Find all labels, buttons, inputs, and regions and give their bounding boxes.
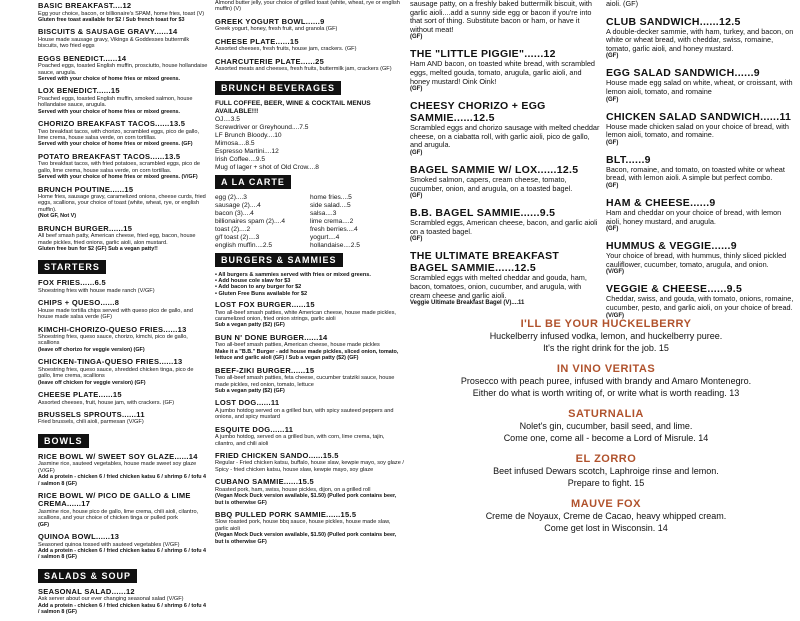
menu-item-title: CHORIZO BREAKFAST TACOS......13.5 <box>38 119 186 129</box>
menu-item-title: BLT......9 <box>606 153 651 166</box>
beverage-item: Irish Coffee....9.5 <box>215 155 266 163</box>
menu-item-title: BEEF-ZIKI BURGER......15 <box>215 365 315 375</box>
menu-item <box>38 55 208 83</box>
menu-item-title: CHICKEN-TINGA-QUESO FRIES......13 <box>38 357 183 367</box>
menu-item <box>606 283 796 319</box>
cocktail-tagline-text: Prepare to fight. <box>567 477 635 488</box>
menu-item-title: THE "LITTLE PIGGIE"......12 <box>410 48 556 61</box>
menu-item-title: B.B. BAGEL SAMMIE......9.5 <box>410 207 556 220</box>
menu-item-title: CUBANO SAMMIE......15.5 <box>215 477 314 487</box>
menu-item-desc: House made egg salad on white, wheat, or croissant, with lemon aioli, tomato, and romaine <box>606 78 793 96</box>
menu-item <box>215 399 405 420</box>
cocktail-tagline <box>420 433 792 445</box>
menu-item-note: (Vegan Mock Duck version available, $1.50) (Pulled pork contains beer, but is otherwise GF) <box>215 532 397 545</box>
menu-column-2 <box>215 0 405 550</box>
menu-item-note: (GF) <box>410 86 423 93</box>
menu-item-note: (GF) <box>606 139 619 146</box>
menu-item <box>215 0 405 13</box>
menu-item <box>38 186 208 220</box>
menu-item-desc: Almond butter jelly, your choice of grilled toast (white, wheat, rye or english muffin) (V) <box>215 0 400 13</box>
menu-item-desc: Ham AND bacon, on toasted white bread, with scrambled eggs, melted gouda, tomato, arugula, garlic aioli, and honey mustard! Oink Oink! <box>410 59 595 86</box>
menu-item-title: BRUNCH POUTINE......15 <box>38 184 134 194</box>
menu-item <box>410 100 600 157</box>
beverages-note: FULL COFFEE, BEER, WINE & COCKTAIL MENUS AVAILABLE!!! <box>215 99 371 115</box>
menu-item <box>215 38 405 53</box>
menu-item-note: Served with your choice of home fries or mixed greens. <box>38 108 180 115</box>
cocktail-name: IN VINO VERITAS <box>556 363 656 375</box>
cocktail-name: I'LL BE YOUR HUCKELBERRY <box>520 318 692 330</box>
menu-item-title: KIMCHI-CHORIZO-QUESO FRIES......13 <box>38 324 187 334</box>
menu-item <box>38 453 208 487</box>
menu-item-title: BASIC BREAKFAST....12 <box>38 1 132 10</box>
menu-item-desc: Home fries, sausage gravy, caramelized onions, cheese curds, fried eggs, scallions, your choice of toast (white, wheat, rye, or english muffin). <box>38 194 206 213</box>
menu-item-title: VEGGIE & CHEESE......9.5 <box>606 283 743 296</box>
menu-item-note: Served with your choice of home fries or mixed greens. (V/GF) <box>38 174 198 181</box>
menu-item-note: (leave off chorizo for veggie version) (GF) <box>38 346 145 353</box>
menu-item-title: RICE BOWL W/ SWEET SOY GLAZE......14 <box>38 451 198 461</box>
cocktail-tagline-text: Come get lost in Wisconsin. <box>544 522 658 533</box>
menu-item-desc: House made tortilla chips served with queso pico de gallo, and house made salsa verde (GF) <box>38 307 193 321</box>
a-la-carte-left <box>215 194 310 250</box>
menu-item <box>606 111 796 147</box>
menu-item-note: (GF) <box>410 34 423 41</box>
burgers-header: BURGERS & SAMMIES <box>215 253 343 267</box>
menu-item <box>215 426 405 447</box>
menu-item <box>38 391 208 406</box>
menu-item <box>606 240 796 276</box>
menu-column-4 <box>606 0 796 327</box>
menu-item-desc: sausage patty, on a freshly baked buttermilk biscuit, with garlic aioli....add a sunny side egg or bacon if you're into that sort of thing. Substitute bacon or ham, or have it without meat! <box>410 0 592 34</box>
menu-item <box>38 87 208 115</box>
beverages-list <box>215 116 405 172</box>
menu-item-title: CHICKEN SALAD SANDWICH......11 <box>606 110 792 123</box>
cocktail <box>420 453 792 489</box>
menu-item-desc: Poached eggs, toasted English muffin, prosciutto, house hollandaise sauce, arugula. <box>38 63 208 76</box>
menu-item-desc: Smoked salmon, capers, cream cheese, tomato, cucumber, onion, and arugula, on a toasted bagel. <box>410 174 573 193</box>
beverage-item: Screwdriver or Greyhound....7.5 <box>215 123 309 131</box>
brunch-list <box>38 2 208 252</box>
menu-item <box>215 301 405 329</box>
menu-item-note: Sub a vegan patty ($2) (GF) <box>215 322 285 329</box>
menu-item-note: Add a protein - chicken 6 / fried chicken katsu 6 / shrimp 6 / tofu 4 / salmon 8 (GF) <box>38 602 207 616</box>
menu-item-desc: Two all-beef smash patties, feta cheese, cucumber tzatziki sauce, house made pickles, red onion, tomato, lettuce <box>215 375 395 388</box>
menu-item <box>38 358 208 386</box>
cocktail-desc: Nolet's gin, cucumber, basil seed, and lime. <box>519 421 693 431</box>
menu-item-title: BRUSSELS SPROUTS......11 <box>38 409 145 419</box>
sandwiches-list <box>606 0 796 320</box>
menu-item <box>410 207 600 243</box>
menu-item-title: CHIPS + QUESO......8 <box>38 298 120 308</box>
menu-item <box>215 511 405 545</box>
menu-item-title: CHARCUTERIE PLATE......25 <box>215 56 325 66</box>
menu-item-note: (GF) <box>606 53 619 60</box>
a-la-carte-item: lime crema....2 <box>310 217 354 225</box>
menu-item-note: Served with your choice of home fries or mixed greens. (GF) <box>38 141 193 148</box>
menu-item-desc: Ham and cheddar on your choice of bread, with lemon aioli, honey mustard, and arugula. <box>606 207 782 226</box>
menu-item-desc: Egg your choice, bacon, or billionaire's SPAM, home fries, toast (V) <box>38 10 205 17</box>
menu-item-desc: Greek yogurt, honey, fresh fruit, and granola (GF) <box>215 26 338 33</box>
menu-item-title: BISCUITS & SAUSAGE GRAVY......14 <box>38 27 178 37</box>
beverages-block <box>215 100 405 172</box>
cocktail-desc: Huckelberry infused vodka, lemon, and huckelberry puree. <box>489 331 723 341</box>
menu-item-title: ESQUITE DOG......11 <box>215 424 294 434</box>
menu-item-desc: Poached eggs, toasted English muffin, smoked salmon, house hollandaise sauce, arugula. <box>38 95 193 109</box>
menu-item-title: QUINOA BOWL......13 <box>38 532 120 542</box>
menu-item <box>606 16 796 61</box>
cocktail-price: 15 <box>658 342 669 353</box>
a-la-carte-item: salsa....3 <box>310 209 337 217</box>
cocktail <box>420 408 792 444</box>
starters-header: STARTERS <box>38 260 106 274</box>
menu-item-note: (GF) <box>606 96 619 103</box>
menu-item-desc: A jumbo hotdog served on a grilled bun, with spicy sauteed peppers and onions, and spicy mustard <box>215 407 394 421</box>
beverage-item: OJ....3.5 <box>215 115 240 123</box>
menu-item-desc: A jumbo hotdog, served on a grilled bun, with corn, lime crema, tajin, cilantro, and chili aioli <box>215 434 385 447</box>
menu-item <box>38 279 208 294</box>
menu-item <box>215 18 405 33</box>
menu-item <box>38 120 208 148</box>
menu-item <box>38 326 208 354</box>
menu-item-desc: Two breakfast tacos, with chorizo, scrambled eggs, pico de gallo, lime crema, house salsa verde, on corn tortillas. <box>38 128 200 141</box>
menu-item <box>38 153 208 181</box>
menu-item-note: Gluten free bun for $2 (GF) Sub a vegan patty!! <box>38 245 158 252</box>
menu-item-note: (GF) <box>410 149 423 156</box>
menu-item-desc: Shoestring fries with house made ranch (V/GF) <box>38 287 155 294</box>
menu-item-title: CHEESY CHORIZO + EGG SAMMIE......12.5 <box>410 100 546 125</box>
a-la-carte-header: A LA CARTE <box>215 175 291 189</box>
cocktail-desc: Beet infused Dewars scotch, Laphroige rinse and lemon. <box>493 466 719 476</box>
menu-item <box>606 154 796 190</box>
menu-item <box>38 533 208 561</box>
menu-item-desc: All beef smash patty, American cheese, fried egg, bacon, house made pickles, fried onions, garlic aioli, alon mustard. <box>38 233 196 246</box>
menu-item <box>215 452 405 473</box>
menu-item-note: (leave off chicken for veggie version) (GF) <box>38 379 146 386</box>
cocktail <box>420 363 792 399</box>
menu-item <box>38 2 208 23</box>
menu-item-note: (GF) <box>410 236 423 243</box>
menu-item-desc: A double-decker sammie, with ham, turkey, and bacon, on white or wheat bread, with cheddar, swiss, romaine, tomato, garlic aioli, and honey mustard. <box>606 26 794 53</box>
menu-item <box>38 411 208 426</box>
menu-item-desc: Two breakfast tacos, with fried potatoes, scrambled eggs, pico de gallo, lime crema, house salsa verde, on corn tortillas. <box>38 161 200 174</box>
menu-item-desc: Scrambled eggs with melted cheddar and gouda, ham, bacon, tomatoes, onion, cucumber, and arugula, with cream cheese and garlic aioli. <box>410 273 587 300</box>
menu-item <box>38 492 208 528</box>
cocktail <box>420 498 792 534</box>
burgers-list <box>215 301 405 545</box>
col2-top-list <box>215 0 405 73</box>
menu-item-note: (Not GF, Not V) <box>38 213 77 220</box>
menu-item-title: CHEESE PLATE......15 <box>38 390 122 399</box>
menu-item <box>215 478 405 506</box>
menu-item <box>38 299 208 320</box>
menu-column-1 <box>38 0 208 621</box>
cocktail-tagline <box>420 478 792 490</box>
menu-item-note: Add a protein - chicken 6 / fried chicken katsu 6 / shrimp 6 / tofu 4 / salmon 8 (GF) <box>38 474 207 487</box>
menu-item-title: EGGS BENEDICT......14 <box>38 53 127 63</box>
menu-item-note: Gluten free toast available for $2 / Sub french toast for $3 <box>38 16 185 23</box>
burger-options <box>215 272 405 298</box>
menu-item-title: EGG SALAD SANDWICH......9 <box>606 67 760 80</box>
menu-item <box>215 334 405 362</box>
menu-item-desc: Slow roasted pork, house bbq sauce, house pickles, house made slaw, garlic aioli <box>215 519 391 532</box>
cocktail-tagline <box>420 343 792 355</box>
menu-item-title: FRIED CHICKEN SANDO......15.5 <box>215 450 339 460</box>
a-la-carte-block <box>215 194 405 250</box>
menu-item-desc: Assorted meats and cheeses, fresh fruits, buttermilk jam, crackers (GF) <box>215 66 392 73</box>
a-la-carte-item: side salad....5 <box>310 201 351 209</box>
menu-item-desc: Two all-beef smash patties, American cheese, house made pickles <box>215 342 380 349</box>
menu-item-desc: Fried brussels, chili aioli, parmesan (V/GF) <box>38 419 144 426</box>
cocktail-name: MAUVE FOX <box>571 498 641 510</box>
menu-item-title: BBQ PULLED PORK SAMMIE......15.5 <box>215 509 357 519</box>
beverage-item: Espresso Martini....12 <box>215 147 279 155</box>
menu-item-title: FOX FRIES......6.5 <box>38 278 106 288</box>
cocktail-price: 15 <box>634 477 645 488</box>
cocktail-name: SATURNALIA <box>568 408 644 420</box>
brunch-beverages-header: BRUNCH BEVERAGES <box>215 81 341 95</box>
menu-item-title: HAM & CHEESE......9 <box>606 196 716 209</box>
menu-item-title: CLUB SANDWICH......12.5 <box>606 15 741 28</box>
menu-item-note: (V/GF) <box>606 269 624 276</box>
menu-item <box>410 164 600 200</box>
menu-item <box>215 58 405 73</box>
menu-item <box>410 250 600 307</box>
menu-item-note: Veggie Ultimate Breakfast Bagel (V)....11 <box>410 300 525 307</box>
menu-item <box>606 197 796 233</box>
menu-item <box>38 588 208 616</box>
menu-item-desc: House made sausage gravy, Vikings & Goddesses buttermilk biscuits, two fried eggs <box>38 36 190 50</box>
menu-item-desc: Bacon, romaine, and tomato, on toasted white or wheat bread, with lemon aioli. A simple but perfect combo. <box>606 164 785 183</box>
sammies-list <box>410 0 600 307</box>
menu-item-note: (V/GF) <box>606 312 624 319</box>
menu-item-desc: Cheddar, swiss, and gouda, with tomato, onions, romaine, cucumber, pesto, and garlic aioli, on your choice of bread. <box>606 294 794 312</box>
menu-item-title: LOST DOG......11 <box>215 398 280 408</box>
starters-list <box>38 279 208 425</box>
menu-item-desc: Seasoned quinoa tossed with sauteed vegetables (V/GF) <box>38 541 180 548</box>
cocktail-tagline-text: It's the right drink for the job. <box>543 342 659 353</box>
menu-item-desc: Roasted pork, ham, swiss, house pickles, dijon, on a grilled roll <box>215 486 371 493</box>
menu-item-note: Served with your choice of home fries or mixed greens. <box>38 75 180 82</box>
cocktail-price: 14 <box>698 432 709 443</box>
menu-item-desc: Two all-beef smash patties, white American cheese, house made pickles, caramelized onion, fried onion strings, garlic aioli <box>215 309 396 323</box>
burger-option: • All burgers & sammies served with fries or mixed greens. <box>215 271 371 278</box>
menu-item-title: THE ULTIMATE BREAKFAST BAGEL SAMMIE......12.5 <box>410 250 560 275</box>
a-la-carte-item: hollandaise....2.5 <box>310 241 360 249</box>
menu-item-title: BAGEL SAMMIE W/ LOX......12.5 <box>410 163 579 176</box>
a-la-carte-item: home fries....5 <box>310 193 352 201</box>
a-la-carte-item: billionaires spam (2)....4 <box>215 217 285 225</box>
menu-item-note: (GF) <box>410 193 423 200</box>
burger-option: • Add house cole slaw for $3 <box>215 277 291 284</box>
cocktail-price: 13 <box>729 387 740 398</box>
menu-item-title: HUMMUS & VEGGIE......9 <box>606 240 737 253</box>
a-la-carte-item: yogurt....4 <box>310 233 340 241</box>
salads-header: SALADS & SOUP <box>38 569 137 583</box>
menu-item-title: BUN N' DONE BURGER......14 <box>215 332 328 342</box>
cocktails-section <box>420 318 792 543</box>
a-la-carte-item: toast (2)....2 <box>215 225 251 233</box>
menu-item <box>410 0 600 41</box>
cocktail <box>420 318 792 354</box>
menu-item-desc: House made chicken salad on your choice of bread, with lemon aioli, tomato, and romaine. <box>606 121 789 140</box>
menu-item-desc: Assorted cheeses, fruit, house jam, with crackers. (GF) <box>38 399 175 406</box>
menu-item-note: (GF) <box>606 182 619 189</box>
menu-item-desc: Scrambled eggs and chorizo sausage with melted cheddar cheese, on a ciabatta roll, with garlic aioli, pico de gallo, and arugula. <box>410 123 600 150</box>
menu-item-title: POTATO BREAKFAST TACOS......13.5 <box>38 151 181 161</box>
burger-option: • Add bacon to any burger for $2 <box>215 284 302 291</box>
menu-item-note: Sub a vegan patty ($2) (GF) <box>215 387 285 394</box>
menu-item-note: Make it a "B.B." Burger - add house made pickles, sliced onion, tomato, lettuce and garlic aioli (GF) / Sub a vegan patty ($2) (GF) <box>215 348 399 362</box>
menu-item-desc: Ask server about our ever changing seasonal salad (V/GF) <box>38 596 184 603</box>
menu-item-title: LOST FOX BURGER......15 <box>215 300 315 310</box>
a-la-carte-item: fresh berries....4 <box>310 225 358 233</box>
a-la-carte-item: bacon (3)....4 <box>215 209 254 217</box>
menu-item-title: RICE BOWL W/ PICO DE GALLO & LIME CREMA......17 <box>38 490 191 509</box>
menu-item-desc: aioli. (GF) <box>606 0 639 8</box>
cocktail-tagline <box>420 388 792 400</box>
menu-item-desc: Scrambled eggs, American cheese, bacon, and garlic aioli on a toasted bagel. <box>410 218 598 236</box>
menu-item-note: Add a protein - chicken 6 / fried chicken katsu 6 / shrimp 6 / tofu 4 / salmon 8 (GF) <box>38 548 207 561</box>
menu-item-note: (GF) <box>606 226 619 233</box>
menu-item <box>410 48 600 93</box>
menu-item-desc: Regular - Fried chicken katsu, buffalo, house slaw, kewpie mayo, soy glaze / Spicy - fried chicken katsu, house slaw, kewpie mayo, soy glaze <box>215 460 404 473</box>
menu-column-3 <box>410 0 600 314</box>
menu-item-desc: Jasmine rice, house pico de gallo, lime crema, chili aioli, cilantro, scallions, and your choice of chicken tinga or pulled pork <box>38 508 199 522</box>
menu-item-note: (Vegan Mock Duck version available, $1.50) (Pulled pork contains beer, but is otherwise GF) <box>215 493 397 506</box>
a-la-carte-item: g/f toast (2)....3 <box>215 233 260 241</box>
cocktail-name: EL ZORRO <box>575 453 637 465</box>
cocktail-tagline-text: Come one, come all - become a Lord of Misrule. <box>503 432 699 443</box>
burger-option: • Gluten Free Buns available for $2 <box>215 290 308 297</box>
bowls-list <box>38 453 208 561</box>
cocktail-tagline-text: Either do what is worth writing of, or write what is worth reading. <box>472 387 730 398</box>
menu-item-title: BRUNCH BURGER......15 <box>38 223 133 233</box>
menu-item-desc: Shoestring fries, queso sauce, chorizo, kimchi, pico de gallo, scallions <box>38 334 188 347</box>
menu-item <box>38 225 208 253</box>
menu-item <box>38 28 208 49</box>
beverage-item: Mug of lager + shot of Old Crow....8 <box>215 163 319 171</box>
a-la-carte-item: egg (2)....3 <box>215 193 247 201</box>
menu-item-title: CHEESE PLATE......15 <box>215 36 299 46</box>
menu-item-title: GREEK YOGURT BOWL......9 <box>215 16 325 26</box>
menu-item-desc: Shoestring fries, queso sauce, shredded chicken tinga, pico de gallo, lime crema, scallions <box>38 366 194 380</box>
cocktail-price: 14 <box>657 522 668 533</box>
salads-list <box>38 588 208 616</box>
beverage-item: LF Brunch Bloody....10 <box>215 131 282 139</box>
menu-item-note: (GF) <box>38 521 50 528</box>
menu-item-desc: Your choice of bread, with hummus, thinly sliced pickled cauliflower, cucumber, tomato, arugula, and onion. <box>606 251 787 269</box>
menu-item-title: SEASONAL SALAD......12 <box>38 586 135 596</box>
cocktail-desc: Creme de Noyaux, Creme de Cacao, heavy whipped cream. <box>485 511 727 521</box>
cocktail-tagline <box>420 523 792 535</box>
beverage-item: Mimosa....8.5 <box>215 139 255 147</box>
cocktail-desc: Prosecco with peach puree, infused with brandy and Amaro Montenegro. <box>460 376 752 386</box>
menu-item-desc: Jasmine rice, sauteed vegetables, house made sweet soy glaze (V/GF) <box>38 461 197 474</box>
menu-item <box>215 367 405 395</box>
a-la-carte-item: sausage (2)....4 <box>215 201 261 209</box>
menu-item-desc: Assorted cheeses, fresh fruits, house jam, crackers. (GF) <box>215 46 357 53</box>
menu-item-title: LOX BENEDICT......15 <box>38 86 120 96</box>
menu-item <box>606 67 796 103</box>
a-la-carte-item: english muffin....2.5 <box>215 241 273 249</box>
menu-item <box>606 0 796 9</box>
bowls-header: BOWLS <box>38 434 89 448</box>
a-la-carte-right <box>310 194 405 250</box>
